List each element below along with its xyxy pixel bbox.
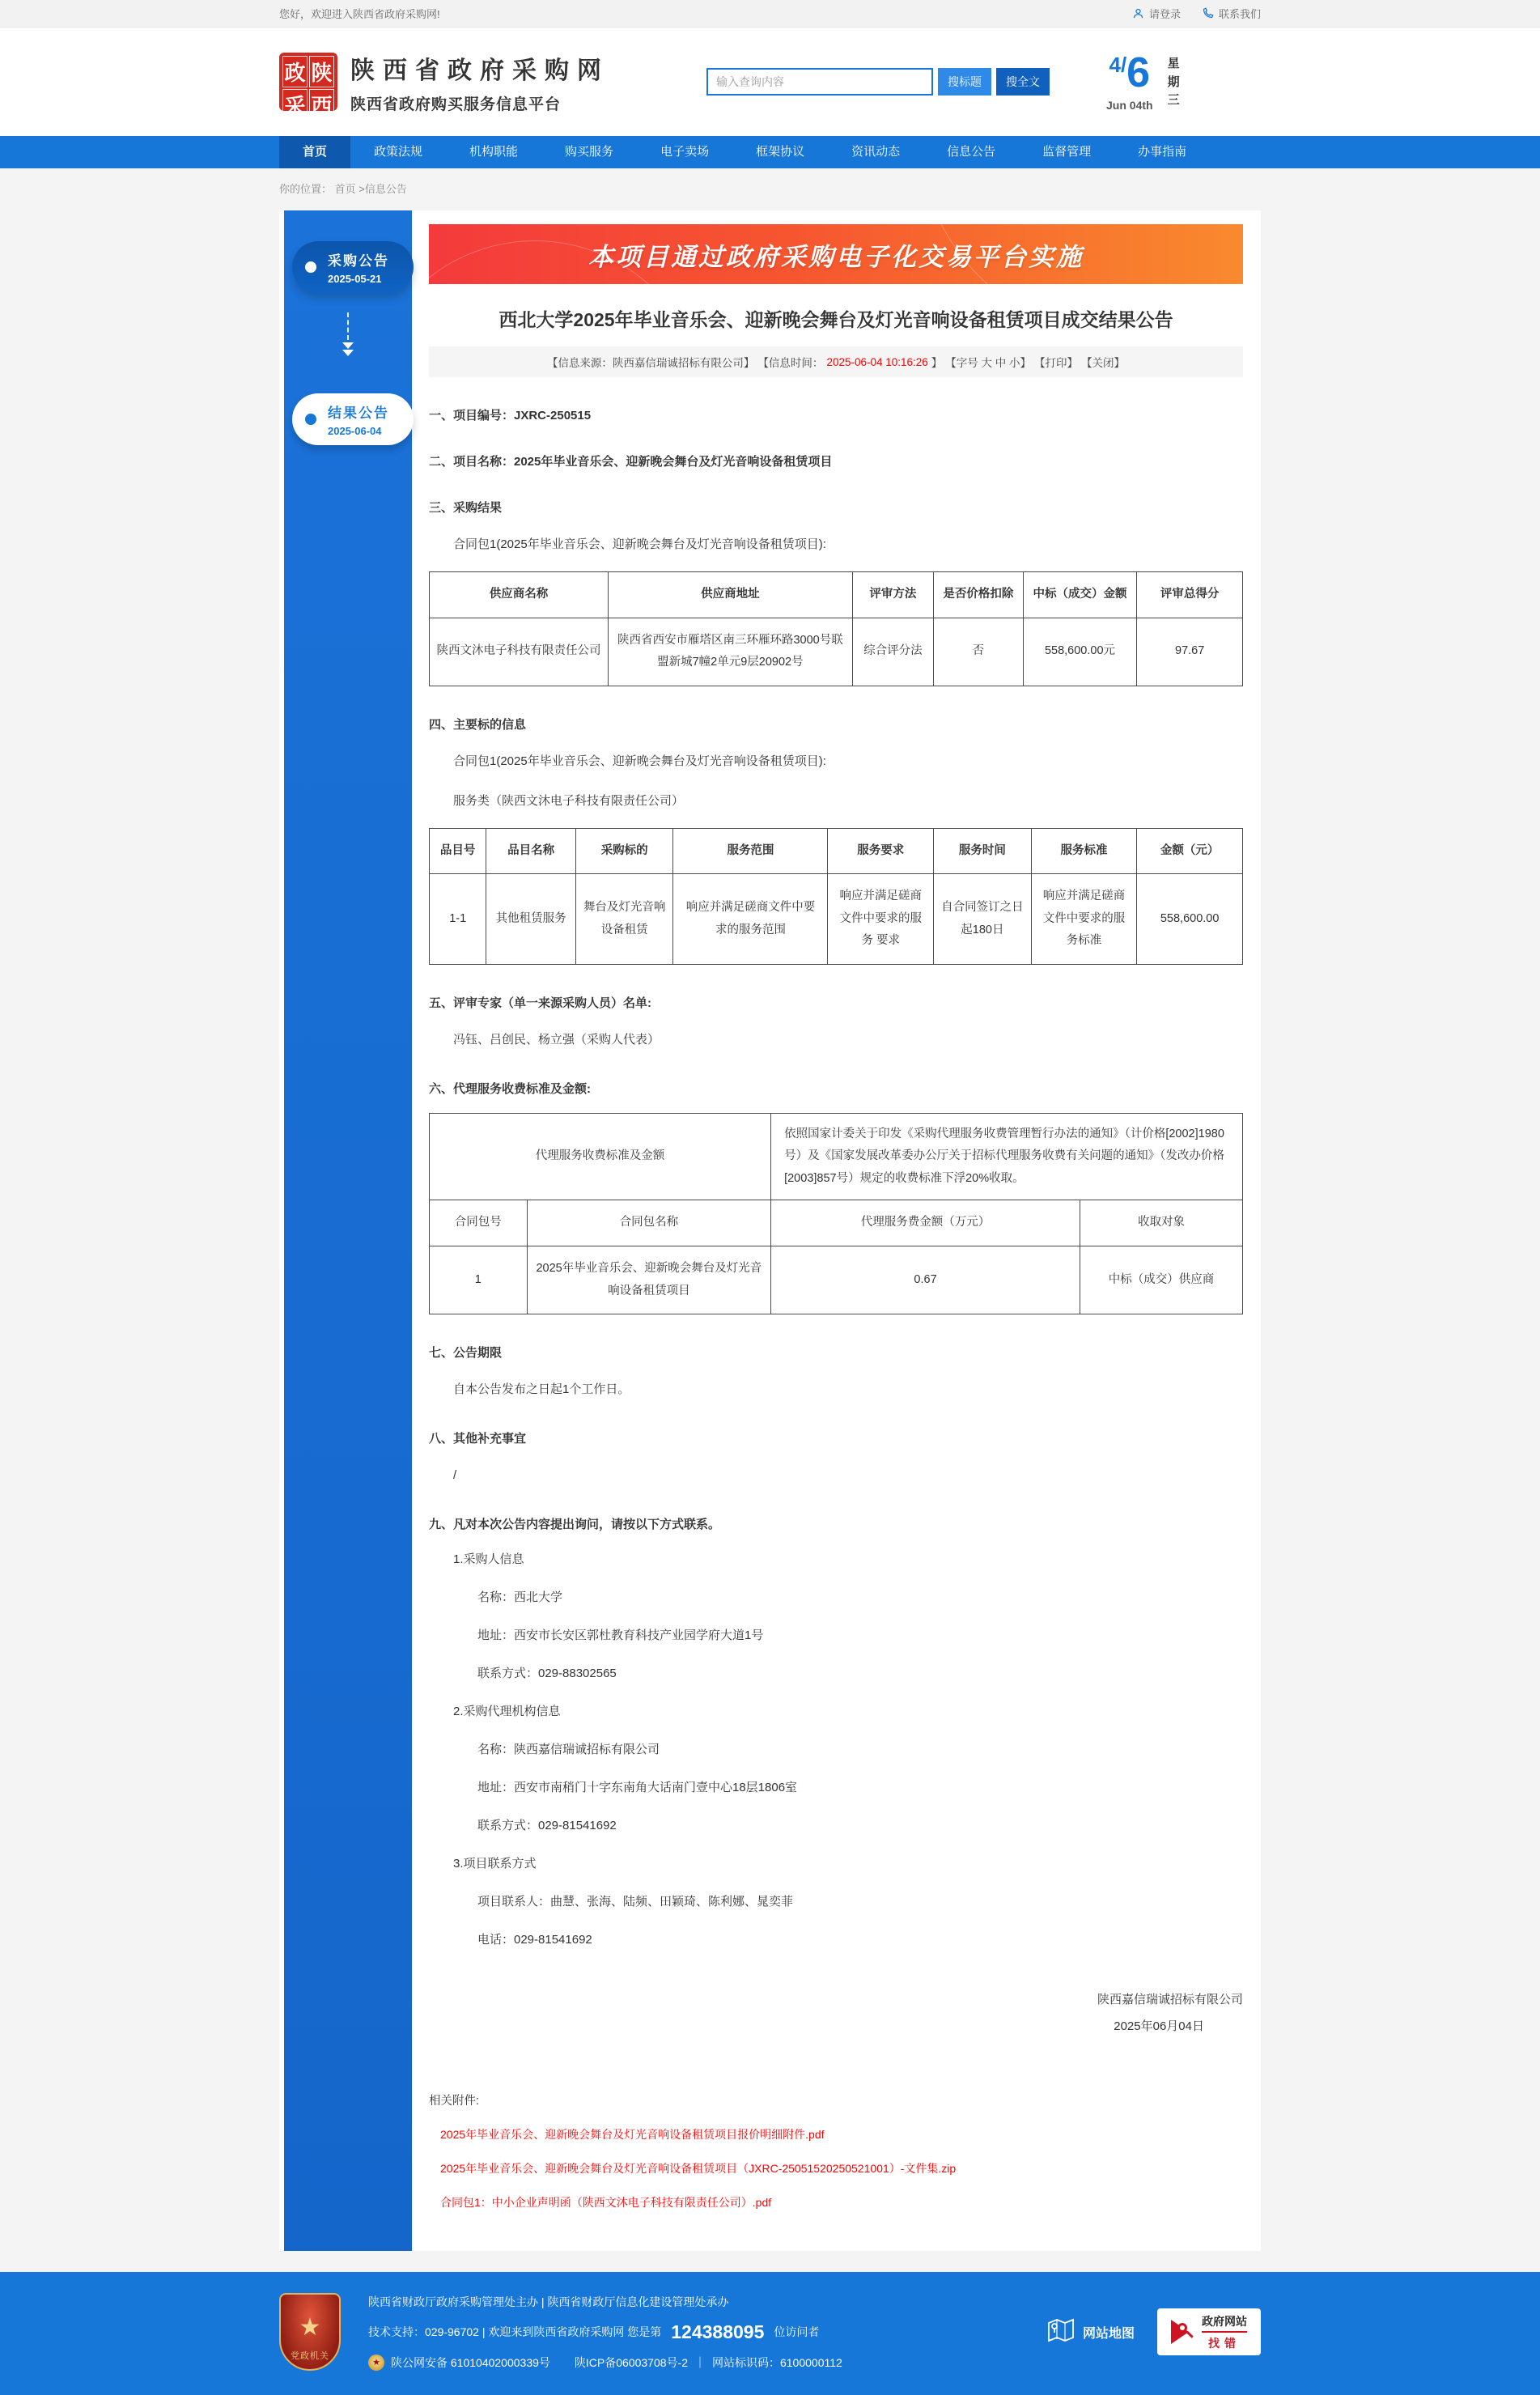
main-nav xyxy=(0,136,1540,168)
login-link[interactable]: 请登录 xyxy=(1132,6,1181,21)
agency-info-title: 2.采购代理机构信息 xyxy=(453,1705,561,1719)
nav-item-guide[interactable]: 办事指南 xyxy=(1138,145,1187,159)
nav-item-supervision[interactable]: 监督管理 xyxy=(1042,145,1092,159)
phone-icon xyxy=(1202,7,1214,19)
close-button[interactable]: 【关闭】 xyxy=(1081,357,1126,369)
agency-fee: 0.67 xyxy=(771,1246,1080,1314)
footer-divider: ｜ xyxy=(694,2355,706,2369)
purchaser-address: 地址：西安市长安区郭杜教育科技产业园学府大道1号 xyxy=(477,1629,764,1643)
expert-names: 冯钰、吕创民、杨立强（采购人代表） xyxy=(453,1032,660,1047)
nav-item-announcements[interactable]: 信息公告 xyxy=(947,145,996,159)
site-titles xyxy=(350,50,609,114)
col-item-name: 品目名称 xyxy=(486,828,576,874)
col-package-name: 合同包名称 xyxy=(527,1200,771,1246)
party-government-badge-icon: ★ 党政机关 xyxy=(279,2293,341,2371)
col-review-method: 评审方法 xyxy=(852,572,934,618)
article xyxy=(429,224,1243,2210)
agency-tel: 联系方式：029-81541692 xyxy=(477,1819,617,1833)
nav-item-emall[interactable]: 电子卖场 xyxy=(660,145,710,159)
search-title-button[interactable]: 搜标题 xyxy=(938,68,991,96)
section-announcement-period: 七、公告期限 xyxy=(429,1346,503,1361)
site-identifier-code: 网站标识码：6100000112 xyxy=(711,2355,842,2369)
col-supplier-name: 供应商名称 xyxy=(430,572,609,618)
section-procurement-result: 三、采购结果 xyxy=(429,501,503,515)
purchaser-info-title: 1.采购人信息 xyxy=(453,1552,524,1567)
section-project-number: 一、项目编号：JXRC-250515 xyxy=(429,409,592,423)
content-card xyxy=(279,210,1261,2251)
attachments xyxy=(429,2091,1243,2210)
nav-item-news[interactable]: 资讯动态 xyxy=(851,145,901,159)
col-package-no: 合同包号 xyxy=(430,1200,528,1246)
service-scope: 响应并满足磋商文件中要求的服务范围 xyxy=(673,874,828,965)
col-fee-payer: 收取对象 xyxy=(1080,1200,1242,1246)
date-english: Jun 04th xyxy=(1106,99,1153,112)
price-deduction: 否 xyxy=(934,618,1024,686)
col-agency-fee: 代理服务费金额（万元） xyxy=(771,1200,1080,1246)
table-row xyxy=(430,618,1243,686)
font-size-control[interactable]: 【字号 大 中 小】 xyxy=(945,357,1032,369)
timeline-arrow-down-icon xyxy=(284,306,412,363)
table-header-row xyxy=(430,1200,1243,1246)
review-method: 综合评分法 xyxy=(852,618,934,686)
item-no: 1-1 xyxy=(430,874,486,965)
nav-item-policies[interactable]: 政策法规 xyxy=(374,145,423,159)
footer-text: 陕西省财政厅政府采购管理处主办 | 陕西省财政厅信息化建设管理处承办 技术支持：029-96702 | 欢迎来到陕西省政府采购网 您是第 124388095 位访问者 ★ 陕公网安备 61010402000339号 陕ICP备06003708号-2 ｜ 网站标识码：6100000112 xyxy=(368,2295,842,2369)
star-icon: ★ xyxy=(299,2314,321,2342)
contact-link[interactable]: 联系我们 xyxy=(1202,6,1261,21)
section-experts: 五、评审专家（单一来源采购人员）名单: xyxy=(429,996,651,1010)
section-agency-fee: 六、代理服务收费标准及金额: xyxy=(429,1081,591,1096)
sitemap-link[interactable]: 网站地图 xyxy=(1047,2318,1135,2346)
timeline-dot-icon xyxy=(305,261,316,273)
contract-package-note: 合同包1(2025年毕业音乐会、迎新晚会舞台及灯光音响设备租赁项目): xyxy=(453,754,826,768)
col-service-scope: 服务范围 xyxy=(673,828,828,874)
item-name: 其他租赁服务 xyxy=(486,874,576,965)
announcement-timeline xyxy=(284,210,412,2251)
agency-address: 地址：西安市南稍门十字东南角大话南门壹中心18层1806室 xyxy=(477,1781,798,1795)
attachments-title: 相关附件: xyxy=(429,2095,480,2108)
banner-text: 本项目通过政府采购电子化交易平台实施 xyxy=(588,242,1084,271)
col-supplier-address: 供应商地址 xyxy=(609,572,853,618)
site-subtitle: 陕西省政府购买服务信息平台 xyxy=(350,96,562,113)
attachment-link-quotation-pdf[interactable]: 2025年毕业音乐会、迎新晚会舞台及灯光音响设备租赁项目报价明细附件.pdf xyxy=(440,2128,825,2142)
agency-fee-policy: 依照国家计委关于印发《采购代理服务收费管理暂行办法的通知》（计价格[2002]1980号）及《国家发展改革委办公厅关于招标代理服务收费有关问题的通知》（发改办价格[2003]857号）规定的收费标准下浮20%收取。 xyxy=(771,1113,1243,1200)
sidebar-item-procurement-announcement[interactable]: 采购公告 2025-05-21 xyxy=(292,241,414,293)
nav-item-home[interactable]: 首页 xyxy=(279,136,350,168)
breadcrumb xyxy=(0,168,1540,206)
info-source: 【信息来源：陕西嘉信瑞诚招标有限公司】 xyxy=(546,357,755,369)
page-title: 西北大学2025年毕业音乐会、迎新晚会舞台及灯光音响设备租赁项目成交结果公告 xyxy=(498,309,1173,330)
service-category-note: 服务类（陕西文沐电子科技有限责任公司） xyxy=(453,793,685,808)
platform-banner xyxy=(429,224,1243,284)
col-service-time: 服务时间 xyxy=(934,828,1032,874)
supplier-name: 陕西文沐电子科技有限责任公司 xyxy=(430,618,609,686)
section-subject-info: 四、主要标的信息 xyxy=(429,717,527,732)
breadcrumb-separator: > xyxy=(358,183,365,195)
col-price-deduction: 是否价格扣除 xyxy=(934,572,1024,618)
purchaser-name: 名称：西北大学 xyxy=(477,1590,563,1605)
service-time: 自合同签订之日起180日 xyxy=(934,874,1032,965)
col-subject: 采购标的 xyxy=(575,828,673,874)
article-meta-bar: 【信息来源：陕西嘉信瑞诚招标有限公司】 【信息时间： 2025-06-04 10:16:26 】 【字号 大 中 小】 【打印】 【关闭】 xyxy=(429,346,1243,377)
agency-fee-table xyxy=(429,1113,1243,1314)
signature-block xyxy=(429,1986,1243,2040)
signature-date: 2025年06月04日 xyxy=(1114,2019,1204,2034)
tech-support-line: 技术支持：029-96702 | 欢迎来到陕西省政府采购网 您是第 xyxy=(368,2325,662,2339)
breadcrumb-home-link[interactable]: 首页 xyxy=(334,183,356,195)
section-other-matters: 八、其他补充事宜 xyxy=(429,1432,527,1446)
subject-detail-table xyxy=(429,828,1243,965)
search-input[interactable] xyxy=(706,68,933,96)
site-logo[interactable]: 政 陕 采 西 xyxy=(279,53,337,111)
supplier-result-table xyxy=(429,571,1243,686)
site-header xyxy=(0,28,1540,136)
icp-beian-link[interactable]: 陕ICP备06003708号-2 xyxy=(574,2355,688,2369)
project-contact-persons: 项目联系人：曲慧、张海、陆频、田颖琦、陈利娜、晁奕菲 xyxy=(477,1895,794,1909)
agency-fee-label: 代理服务收费标准及金额 xyxy=(430,1113,771,1200)
sidebar-item-result-announcement[interactable]: 结果公告 2025-06-04 xyxy=(292,393,414,445)
table-row xyxy=(430,1246,1243,1314)
col-service-requirement: 服务要求 xyxy=(828,828,934,874)
date-widget xyxy=(1106,49,1182,112)
search-fulltext-button[interactable]: 搜全文 xyxy=(996,68,1050,96)
section-project-name: 二、项目名称：2025年毕业音乐会、迎新晚会舞台及灯光音响设备租赁项目 xyxy=(429,455,833,469)
table-row xyxy=(430,874,1243,965)
announcement-date: 2025-05-21 xyxy=(328,273,382,285)
other-matters-text: / xyxy=(453,1468,457,1483)
project-contact-title: 3.项目联系方式 xyxy=(453,1857,537,1871)
date-month: 4/ xyxy=(1109,53,1127,77)
award-amount: 558,600.00元 xyxy=(1023,618,1137,686)
attachment-link-sme-declaration-pdf[interactable]: 合同包1：中小企业声明函（陕西文沐电子科技有限责任公司）.pdf xyxy=(440,2196,772,2210)
welcome-text: 您好，欢迎进入陕西省政府采购网! xyxy=(279,8,440,20)
site-footer xyxy=(0,2272,1540,2395)
site-name: 陕西省政府采购网 xyxy=(350,57,609,84)
package-no: 1 xyxy=(430,1246,528,1314)
table-header-row xyxy=(430,828,1243,874)
search-bar xyxy=(706,68,1050,96)
announcement-date: 2025-06-04 xyxy=(328,425,382,437)
print-button[interactable]: 【打印】 xyxy=(1034,357,1079,369)
date-day: 6 xyxy=(1126,49,1151,96)
total-score: 97.67 xyxy=(1137,618,1243,686)
project-contact-tel: 电话：029-81541692 xyxy=(477,1933,592,1947)
police-badge-icon: ★ xyxy=(368,2355,384,2371)
map-icon xyxy=(1047,2318,1075,2346)
col-item-no: 品目号 xyxy=(430,828,486,874)
gongan-beian-link[interactable]: 陕公网安备 61010402000339号 xyxy=(391,2355,550,2369)
nav-item-framework[interactable]: 框架协议 xyxy=(756,145,805,159)
col-total-score: 评审总得分 xyxy=(1137,572,1243,618)
service-standard: 响应并满足磋商文件中要求的服务标准 xyxy=(1031,874,1137,965)
subject: 舞台及灯光音响设备租赁 xyxy=(575,874,673,965)
amount: 558,600.00 xyxy=(1137,874,1243,965)
gov-site-error-report-badge[interactable]: 政府网站 找错 xyxy=(1157,2308,1261,2355)
package-name: 2025年毕业音乐会、迎新晚会舞台及灯光音响设备租赁项目 xyxy=(527,1246,771,1314)
service-requirement: 响应并满足磋商文件中要求的服 务 要求 xyxy=(828,874,934,965)
contract-package-note: 合同包1(2025年毕业音乐会、迎新晚会舞台及灯光音响设备租赁项目): xyxy=(453,537,826,551)
supplier-address: 陕西省西安市雁塔区南三环雁环路3000号联盟新城7幢2单元9层20902号 xyxy=(609,618,853,686)
attachment-link-fileset-zip[interactable]: 2025年毕业音乐会、迎新晚会舞台及灯光音响设备租赁项目（JXRC-25051520250521001）-文件集.zip xyxy=(440,2162,957,2176)
purchaser-tel: 联系方式：029-88302565 xyxy=(477,1667,617,1681)
topbar xyxy=(0,0,1540,28)
fee-payer: 中标（成交）供应商 xyxy=(1080,1246,1242,1314)
info-time: 2025-06-04 10:16:26 xyxy=(826,355,928,368)
error-finder-icon xyxy=(1171,2318,1195,2346)
user-icon xyxy=(1132,7,1144,19)
table-row xyxy=(430,1113,1243,1200)
col-service-standard: 服务标准 xyxy=(1031,828,1137,874)
organizer-line: 陕西省财政厅政府采购管理处主办 | 陕西省财政厅信息化建设管理处承办 xyxy=(368,2295,729,2308)
col-award-amount: 中标（成交）金额 xyxy=(1023,572,1137,618)
signature-company: 陕西嘉信瑞诚招标有限公司 xyxy=(1097,1993,1243,2007)
announcement-period-text: 自本公告发布之日起1个工作日。 xyxy=(453,1382,630,1397)
breadcrumb-prefix: 你的位置： xyxy=(279,183,333,195)
info-time-prefix: 【信息时间： xyxy=(757,357,824,369)
col-amount: 金额（元） xyxy=(1137,828,1243,874)
agency-name: 名称：陕西嘉信瑞诚招标有限公司 xyxy=(477,1743,660,1757)
breadcrumb-current-link[interactable]: 信息公告 xyxy=(364,183,407,195)
nav-item-functions[interactable]: 机构职能 xyxy=(469,145,519,159)
section-contacts: 九、凡对本次公告内容提出询问，请按以下方式联系。 xyxy=(429,1518,721,1532)
weekday-label: 星期三 xyxy=(1167,57,1180,107)
timeline-dot-icon xyxy=(305,414,316,425)
nav-item-purchase-service[interactable]: 购买服务 xyxy=(565,145,614,159)
visitor-count: 124388095 xyxy=(671,2321,765,2342)
table-header-row xyxy=(430,572,1243,618)
